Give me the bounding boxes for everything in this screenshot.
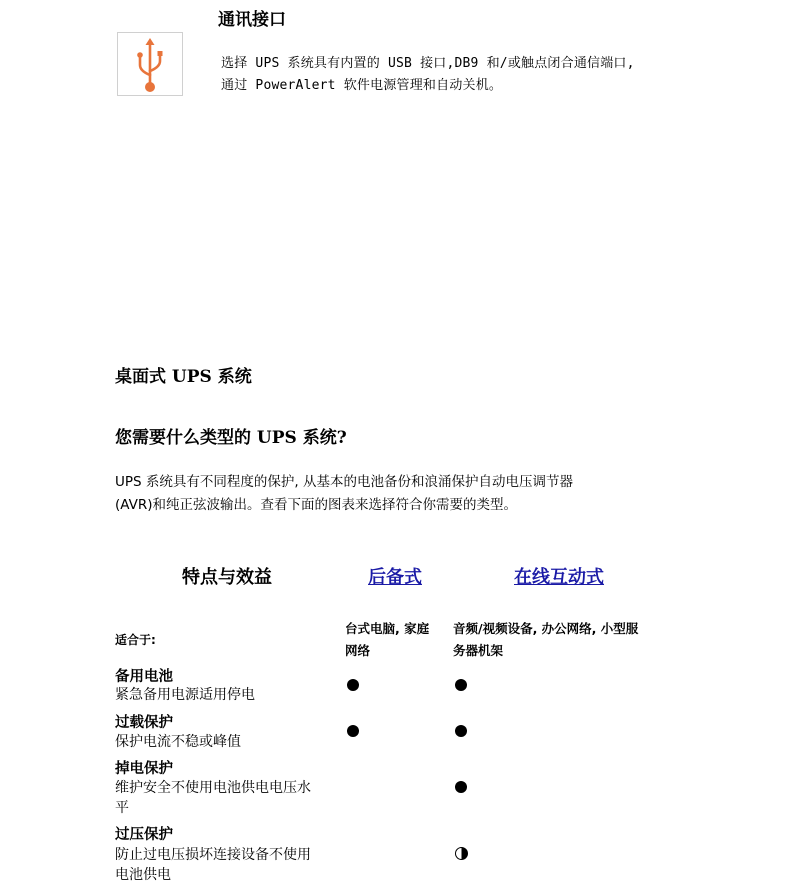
section-title: 桌面式 UPS 系统: [115, 367, 252, 387]
feature-desc-cont: 电池供电: [115, 867, 171, 883]
feature-desc: 维护安全不使用电池供电电压水: [115, 780, 311, 796]
feature-title: 备用电池: [115, 669, 173, 685]
interactive-full-dot-icon: [455, 679, 467, 691]
usb-icon-frame: [117, 32, 183, 96]
feature-desc-cont: 平: [115, 800, 129, 816]
feature-title: 掉电保护: [115, 761, 173, 777]
section-question: 您需要什么类型的 UPS 系统?: [115, 428, 347, 448]
section-para-line-2: (AVR)和纯正弦波输出。查看下面的图表来选择符合你需要的类型。: [115, 497, 518, 513]
suitable-interactive-line-2: 务器机架: [453, 643, 504, 658]
comm-line-1: 选择 UPS 系统具有内置的 USB 接口,DB9 和/或触点闭合通信端口,: [221, 56, 635, 71]
col-features-header: 特点与效益: [182, 567, 272, 588]
standby-full-dot-icon: [347, 679, 359, 691]
standby-full-dot-icon: [347, 725, 359, 737]
suitable-standby-line-2: 网络: [345, 643, 371, 658]
interactive-full-dot-icon: [455, 781, 467, 793]
suitable-label: 适合于:: [115, 633, 156, 647]
comm-line-2: 通过 PowerAlert 软件电源管理和自动关机。: [221, 78, 503, 93]
usb-icon: [118, 33, 182, 95]
feature-desc: 防止过电压损坏连接设备不使用: [115, 847, 311, 863]
feature-title: 过压保护: [115, 827, 173, 843]
interactive-half-dot-icon: [455, 847, 468, 860]
line-interactive-link[interactable]: 在线互动式: [514, 567, 604, 588]
feature-desc: 保护电流不稳或峰值: [115, 734, 241, 750]
standby-link[interactable]: 后备式: [368, 567, 422, 588]
feature-desc: 紧急备用电源适用停电: [115, 687, 255, 703]
feature-title: 过载保护: [115, 715, 173, 731]
section-para-line-1: UPS 系统具有不同程度的保护, 从基本的电池备份和浪涌保护自动电压调节器: [115, 474, 573, 490]
interactive-full-dot-icon: [455, 725, 467, 737]
suitable-interactive-line-1: 音频/视频设备, 办公网络, 小型服: [453, 621, 639, 636]
suitable-standby-line-1: 台式电脑, 家庭: [345, 621, 430, 636]
comm-title: 通讯接口: [218, 10, 286, 30]
